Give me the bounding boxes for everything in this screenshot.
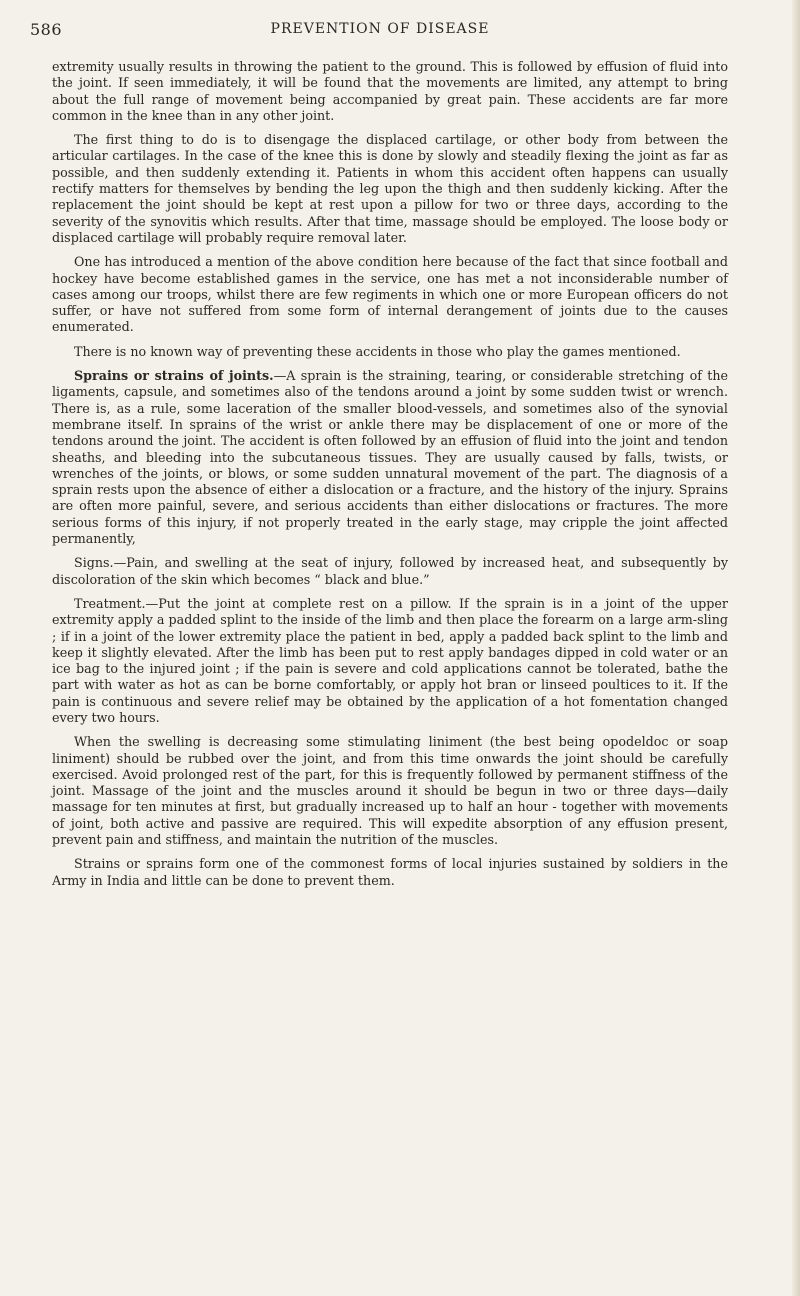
paragraph-text: —Put the joint at complete rest on a pillow. If the sprain is in a joint of the upper extremity apply a padded splint to the inside of the limb and then place the forearm on a large arm-sling ; if in a joint of the lower extremity place the patient in bed, apply a padded back splint to the limb and keep it slightly elevated. After the limb has been put to rest apply bandages dipped in cold water or an ice bag to the injured joint ; if the pain is severe and cold applications cannot be tolerated, bathe the part with water as hot as can be borne comfortably, or apply hot bran or linseed poultices to it. If the pain is continuous and severe relief may be obtained by the application of a hot fomentation changed every two hours. bbox=[52, 595, 728, 725]
paragraph-continuation bbox=[52, 59, 728, 124]
paragraph-text: One has introduced a mention of the above condition here because of the fact that since football and hockey have become established games in the service, one has met a not inconsiderable number of cases among our troops, whilst there are few regiments in which one or more European officers do not suffer, or have not suffered from some form of internal derangement of joints due to the causes enumerated. bbox=[52, 254, 728, 335]
page-number: 586 bbox=[30, 20, 63, 39]
paragraph-text: —Pain, and swelling at the seat of injury, followed by increased heat, and subsequently by discoloration of the skin which becomes “ black and blue.” bbox=[52, 555, 728, 587]
body-text bbox=[52, 59, 728, 897]
paragraph-signs bbox=[52, 555, 728, 588]
paragraph-text: There is no known way of preventing these accidents in those who play the games mentioned. bbox=[74, 343, 681, 359]
paragraph-text: —A sprain is the straining, tearing, or considerable stretching of the ligaments, capsule, and sometimes also of the tendons around a joint by some sudden twist or wrench. There is, as a rule, some laceration of the smaller blood-vessels, and sometimes also of the synovial membrane itself. In sprains of the wrist or ankle there may be displacement of one or more of the tendons around the joint. The accident is often followed by an effusion of fluid into the joint and tendon sheaths, and bleeding into the subcutaneous tissues. They are usually caused by falls, twists, or wrenches of the joints, or blows, or some sudden unnatural movement of the part. The diagnosis of a sprain rests upon the absence of either a dislocation or a fracture, and the history of the injury. Sprains are often more painful, severe, and serious accidents than either dislocations or fractures. The more serious forms of this injury, if not properly treated in the early stage, may cripple the joint affected permanently, bbox=[52, 368, 728, 547]
section-heading-treatment: Treatment. bbox=[74, 595, 146, 611]
paragraph-sprains bbox=[52, 368, 728, 547]
paragraph-no-prevention bbox=[52, 344, 728, 360]
paragraph-liniment bbox=[52, 734, 728, 848]
running-head: PREVENTION OF DISEASE bbox=[270, 21, 490, 37]
paragraph-text: The first thing to do is to disengage the displaced cartilage, or other body from between the articular cartilages. In the case of the knee this is done by slowly and steadily flexing the joint as far as possible, and then suddenly extending it. Patients in whom this accident often happens can usually rectify matters for themselves by bending the leg upon the thigh and then suddenly kicking. After the replacement the joint should be kept at rest upon a pillow for two or three days, according to the severity of the synovitis which results. After that time, massage should be employed. The loose body or displaced cartilage will probably require removal later. bbox=[52, 132, 728, 245]
paragraph-treatment-displaced-cartilage bbox=[52, 132, 728, 246]
paragraph-football-hockey bbox=[52, 254, 728, 335]
section-heading-sprains: Sprains or strains of joints. bbox=[74, 368, 274, 384]
paragraph-treatment bbox=[52, 596, 728, 726]
page-edge-shadow bbox=[792, 0, 800, 1296]
paragraph-text: Strains or sprains form one of the commonest forms of local injuries sustained by soldiers in the Army in India and little can be done to prevent them. bbox=[52, 856, 728, 888]
page-header bbox=[30, 20, 730, 44]
section-heading-signs: Signs. bbox=[74, 555, 114, 571]
paragraph-text: When the swelling is decreasing some stimulating liniment (the best being opodeldoc or soap liniment) should be rubbed over the joint, and from this time onwards the joint should be carefully exercised. Avoid prolonged rest of the part, for this is frequently followed by permanent stiffness of the joint. Massage of the joint and the muscles around it should be begun in two or three days—daily massage for ten minutes at first, but gradually increased up to half an hour - together with movements of joint, both active and passive are required. This will expedite absorption of any effusion present, prevent pain and stiffness, and maintain the nutrition of the muscles. bbox=[52, 734, 728, 848]
paragraph-text: extremity usually results in throwing the patient to the ground. This is followed by effusion of fluid into the joint. If seen immediately, it will be found that the movements are limited, any attempt to bring about the full range of movement being accompanied by great pain. These accidents are far more common in the knee than in any other joint. bbox=[52, 59, 728, 123]
paragraph-strains-army bbox=[52, 856, 728, 889]
